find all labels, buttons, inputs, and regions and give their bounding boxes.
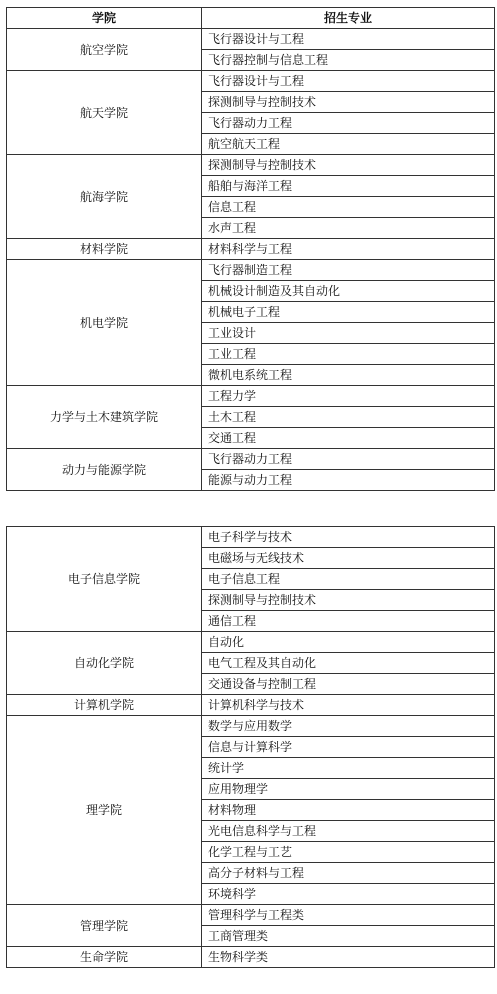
major-cell: 光电信息科学与工程 — [202, 821, 495, 842]
college-cell: 计算机学院 — [7, 695, 202, 716]
major-cell: 数学与应用数学 — [202, 716, 495, 737]
table-row — [7, 527, 495, 548]
major-cell: 应用物理学 — [202, 779, 495, 800]
major-cell: 交通工程 — [202, 428, 495, 449]
major-cell: 环境科学 — [202, 884, 495, 905]
major-cell: 探测制导与控制技术 — [202, 590, 495, 611]
major-cell: 信息与计算科学 — [202, 737, 495, 758]
table-row — [7, 947, 495, 968]
major-cell: 电气工程及其自动化 — [202, 653, 495, 674]
major-cell: 工业设计 — [202, 323, 495, 344]
major-cell: 飞行器设计与工程 — [202, 71, 495, 92]
college-cell: 力学与土木建筑学院 — [7, 386, 202, 449]
header-college: 学院 — [7, 8, 202, 29]
major-cell: 飞行器制造工程 — [202, 260, 495, 281]
major-cell: 探测制导与控制技术 — [202, 92, 495, 113]
major-cell: 飞行器动力工程 — [202, 113, 495, 134]
major-cell: 水声工程 — [202, 218, 495, 239]
major-cell: 信息工程 — [202, 197, 495, 218]
major-cell: 探测制导与控制技术 — [202, 155, 495, 176]
major-cell: 飞行器设计与工程 — [202, 29, 495, 50]
table-row — [7, 905, 495, 926]
college-cell: 航海学院 — [7, 155, 202, 239]
table-row — [7, 71, 495, 92]
table-row — [7, 386, 495, 407]
college-cell: 航天学院 — [7, 71, 202, 155]
major-cell: 船舶与海洋工程 — [202, 176, 495, 197]
major-cell: 管理科学与工程类 — [202, 905, 495, 926]
college-cell: 自动化学院 — [7, 632, 202, 695]
college-cell: 机电学院 — [7, 260, 202, 386]
table-row — [7, 449, 495, 470]
major-cell: 工程力学 — [202, 386, 495, 407]
college-cell: 动力与能源学院 — [7, 449, 202, 491]
major-cell: 电磁场与无线技术 — [202, 548, 495, 569]
major-cell: 机械设计制造及其自动化 — [202, 281, 495, 302]
major-cell: 交通设备与控制工程 — [202, 674, 495, 695]
major-cell: 飞行器动力工程 — [202, 449, 495, 470]
major-cell: 航空航天工程 — [202, 134, 495, 155]
table-row — [7, 716, 495, 737]
table-row — [7, 155, 495, 176]
major-cell: 材料科学与工程 — [202, 239, 495, 260]
major-cell: 计算机科学与技术 — [202, 695, 495, 716]
table-row — [7, 632, 495, 653]
major-cell: 生物科学类 — [202, 947, 495, 968]
college-cell: 理学院 — [7, 716, 202, 905]
major-cell: 电子科学与技术 — [202, 527, 495, 548]
major-cell: 土木工程 — [202, 407, 495, 428]
major-cell: 材料物理 — [202, 800, 495, 821]
major-cell: 能源与动力工程 — [202, 470, 495, 491]
header-major: 招生专业 — [202, 8, 495, 29]
major-cell: 微机电系统工程 — [202, 365, 495, 386]
major-cell: 自动化 — [202, 632, 495, 653]
table-row — [7, 29, 495, 50]
college-cell: 生命学院 — [7, 947, 202, 968]
major-cell: 工商管理类 — [202, 926, 495, 947]
major-cell: 飞行器控制与信息工程 — [202, 50, 495, 71]
enrollment-table-part-2 — [6, 526, 495, 968]
table-row — [7, 695, 495, 716]
major-cell: 统计学 — [202, 758, 495, 779]
major-cell: 通信工程 — [202, 611, 495, 632]
major-cell: 机械电子工程 — [202, 302, 495, 323]
college-cell: 管理学院 — [7, 905, 202, 947]
college-cell: 航空学院 — [7, 29, 202, 71]
enrollment-table-part-1 — [6, 7, 495, 491]
major-cell: 工业工程 — [202, 344, 495, 365]
college-cell: 材料学院 — [7, 239, 202, 260]
major-cell: 电子信息工程 — [202, 569, 495, 590]
table-row — [7, 239, 495, 260]
major-cell: 化学工程与工艺 — [202, 842, 495, 863]
college-cell: 电子信息学院 — [7, 527, 202, 632]
major-cell: 高分子材料与工程 — [202, 863, 495, 884]
table-row — [7, 260, 495, 281]
table-header-row — [7, 8, 495, 29]
